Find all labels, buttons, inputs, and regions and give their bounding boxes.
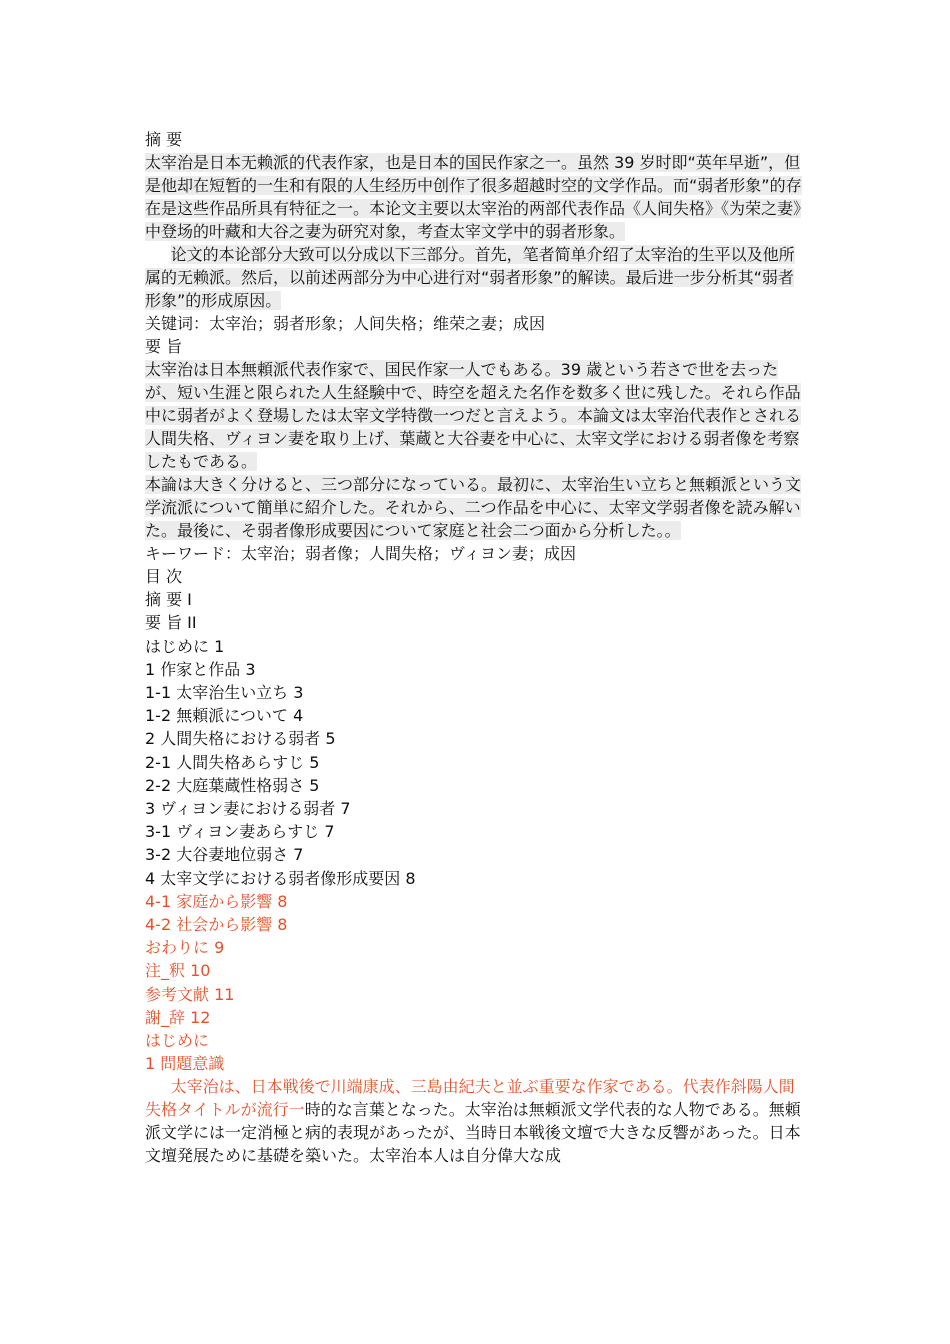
toc-heading: 目 次 (145, 567, 183, 586)
toc-item[interactable]: 1-1 太宰治生い立ち 3 (145, 683, 304, 703)
document-page (145, 128, 805, 1167)
table-of-contents (145, 565, 805, 1029)
abstract-cn-para1 (145, 151, 805, 243)
toc-item[interactable]: 摘 要 I (145, 590, 192, 610)
abstract-cn-keywords: 关键词：太宰治；弱者形象；人间失格；维荣之妻；成因 (145, 314, 546, 333)
toc-item-red[interactable]: 注_釈 10 (145, 961, 211, 981)
toc-item[interactable]: 2-2 大庭葉蔵性格弱さ 5 (145, 775, 320, 795)
toc-item[interactable]: 3-2 大谷妻地位弱さ 7 (145, 845, 304, 865)
toc-item[interactable]: 2-1 人間失格あらすじ 5 (145, 752, 320, 772)
abstract-cn-para2-text: 论文的本论部分大致可以分成以下三部分。首先，笔者简单介绍了太宰治的生平以及他所属的无赖派。然后，以前述两部分为中心进行对“弱者形象”的解读。最后进一步分析其“弱者形象”的形成原因。 (145, 245, 795, 310)
abstract-jp-para1-text: 太宰治は日本無頼派代表作家で、国民作家一人でもある。39 歳という若さで世を去ったが、短い生涯と限られた人生経験中で、時空を超えた名作を数多く世に残した。それら作品中に弱者がよく登場したは太宰文学特徴一つだと言えよう。本論文は太宰治代表作とされる人間失格、ヴィヨン妻を取り上げ、葉蔵と大谷妻を中心に、太宰文学における弱者像を考察したもである。 (145, 360, 802, 471)
intro-para-red: 太宰治は、日本戦後で川端康成、三島由紀夫と並ぶ重要な作家である。代表作斜陽人間失格タイトルが流行一 (145, 1077, 795, 1120)
abstract-jp-para2-text: 本論は大きく分けると、三つ部分になっている。最初に、太宰治生い立ちと無頼派という文学流派について簡単に紹介した。それから、二つ作品を中心に、太宰文学弱者像を読み解いた。最後に、そ弱者像形成要因について家庭と社会二つ面から分析した。。 (145, 475, 802, 540)
abstract-cn-heading: 摘 要 (145, 130, 183, 149)
abstract-jp-para2 (145, 473, 805, 542)
abstract-cn-para1-text: 太宰治是日本无赖派的代表作家，也是日本的国民作家之一。虽然 39 岁时即“英年早逝”，但是他却在短暂的一生和有限的人生经历中创作了很多超越时空的文学作品。而“弱者形象”的存在是这些作品所具有特征之一。本论文主要以太宰治的两部代表作品《人间失格》《为荣之妻》中登场的叶藏和大谷之妻为研究对象，考查太宰文学中的弱者形象。 (145, 153, 802, 241)
intro-para (145, 1075, 805, 1167)
toc-item[interactable]: はじめに 1 (145, 636, 225, 656)
abstract-jp-para1 (145, 358, 805, 473)
intro-heading: はじめに (145, 1031, 210, 1051)
abstract-jp-heading: 要 旨 (145, 337, 183, 356)
toc-item-red[interactable]: 4-1 家庭から影響 8 (145, 891, 288, 911)
intro-para-rest: 時的な言葉となった。太宰治は無頼派文学代表的な人物である。無頼派文学には一定消極と病的表現があったが、当時日本戦後文壇で大きな反響があった。日本文壇発展ために基礎を築いた。太宰治本人は自分偉大な成 (145, 1100, 801, 1166)
intro-subheading: 1 問題意識 (145, 1054, 225, 1074)
toc-item[interactable]: 要 旨 II (145, 613, 197, 633)
toc-item[interactable]: 4 太宰文学における弱者像形成要因 8 (145, 868, 416, 888)
toc-item[interactable]: 2 人間失格における弱者 5 (145, 729, 336, 749)
toc-item[interactable]: 1 作家と作品 3 (145, 659, 256, 679)
toc-item-red[interactable]: 謝_辞 12 (145, 1007, 211, 1027)
toc-item[interactable]: 3-1 ヴィヨン妻あらすじ 7 (145, 822, 335, 842)
toc-item-red[interactable]: おわりに 9 (145, 938, 225, 958)
toc-item-red[interactable]: 参考文献 11 (145, 984, 235, 1004)
abstract-jp-keywords: キーワード：太宰治；弱者像；人間失格；ヴィヨン妻；成因 (145, 544, 577, 563)
toc-item-red[interactable]: 4-2 社会から影響 8 (145, 915, 288, 935)
abstract-cn-para2 (145, 243, 805, 312)
toc-item[interactable]: 1-2 無頼派について 4 (145, 706, 304, 726)
toc-item[interactable]: 3 ヴィヨン妻における弱者 7 (145, 799, 351, 819)
